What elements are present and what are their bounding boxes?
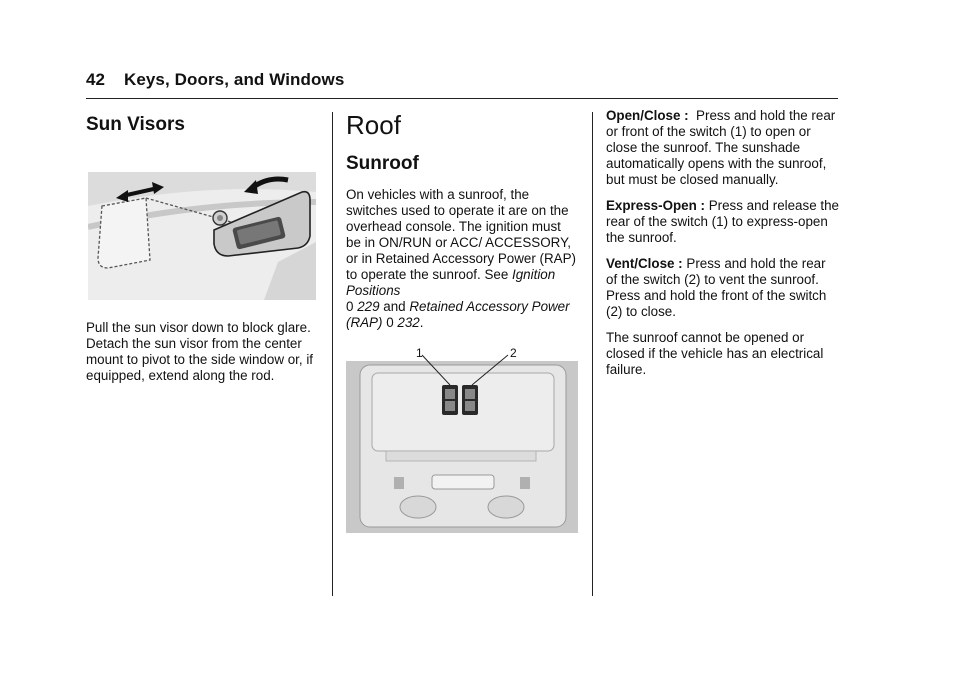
operation-express-open: [606, 198, 840, 246]
intro-text: .: [419, 315, 424, 330]
overhead-console-illustration: [346, 347, 578, 533]
column-divider: [332, 112, 333, 596]
operation-open-close: [606, 108, 840, 188]
term-text: Press and release the rear of the switch (1) to express-open the sunroof.: [606, 198, 839, 245]
term-text: Press and hold the rear of the switch (2) to vent the sunroof. Press and hold the front of the switch (2) to close.: [606, 256, 827, 319]
rap-link[interactable]: Retained Accessory Power (RAP): [346, 299, 570, 330]
page-number: 42: [86, 70, 106, 89]
ignition-positions-page[interactable]: 229: [357, 299, 380, 314]
callout-1: 1: [416, 347, 423, 360]
intro-text: On vehicles with a sunroof, the switches used to operate it are on the overhead console. The ignition must be in ON/RUN or ACC/ ACCESSORY, or in Retained Accessory Power (RAP) to operate the sunroof. See: [346, 187, 576, 282]
ignition-positions-link[interactable]: Ignition Positions: [346, 267, 556, 298]
operation-vent-close: [606, 256, 840, 320]
roof-heading: Roof: [346, 110, 401, 140]
page-ref-symbol: 0: [346, 299, 354, 314]
electrical-failure-note: The sunroof cannot be opened or closed if the vehicle has an electrical failure.: [606, 330, 824, 377]
intro-text: and: [379, 299, 410, 314]
sunroof-heading: Sunroof: [346, 153, 419, 174]
column-divider: [592, 112, 593, 596]
sun-visor-body: Pull the sun visor down to block glare. Detach the sun visor from the center mount to pivot to the side window or, if equipped, extend along the rod.: [86, 320, 314, 383]
column-sunroof-operation: [606, 108, 840, 388]
rap-page[interactable]: 232: [397, 315, 420, 330]
term-text: Press and hold the rear or front of the switch (1) to open or close the sunroof. The sunshade automatically opens with the sunroof, but must be closed manually.: [606, 108, 836, 187]
column-roof: [346, 108, 578, 533]
term-label: Express-Open :: [606, 198, 705, 213]
section-heading: Sun Visors: [86, 114, 185, 135]
page-ref-symbol: 0: [386, 315, 394, 330]
term-label: Vent/Close :: [606, 256, 683, 271]
sun-visor-illustration: [88, 172, 316, 300]
header-rule: [86, 98, 838, 99]
column-sun-visors: [86, 108, 318, 394]
page-header: [86, 70, 344, 90]
term-label: Open/Close :: [606, 108, 689, 123]
chapter-title: Keys, Doors, and Windows: [123, 70, 345, 89]
sunroof-intro: [346, 187, 578, 331]
callout-2: 2: [510, 347, 517, 360]
